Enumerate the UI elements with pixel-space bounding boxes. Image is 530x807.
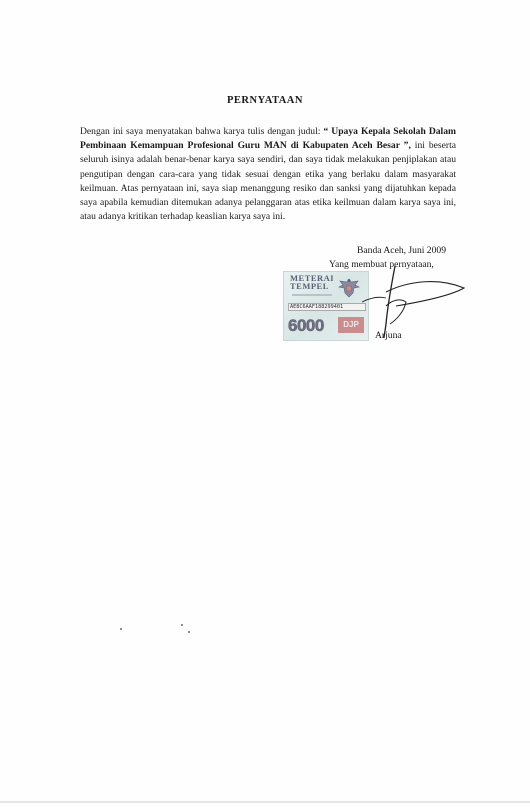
scan-speck: [188, 631, 190, 633]
statement-body: ini beserta seluruh isinya adalah benar-benar karya saya sendiri, dan saya tidak melakukan penjiplakan atau pengutipan dengan cara-cara yang tidak sesuai dengan etika yang berlaku dalam masyarakat keilmuan. Atas pernyataan ini, saya siap menanggung resiko dan sanksi yang dijatuhkan kepada saya apabila kemudian ditemukan adanya pelanggaran atas etika keilmuan dalam karya saya ini, atau adanya kritikan terhadap keaslian karya saya ini.: [80, 140, 456, 223]
statement-paragraph: [80, 125, 456, 224]
document-title: PERNYATAAN: [227, 95, 303, 106]
stamp-title-line2: TEMPEL: [290, 281, 329, 291]
scan-speck: [181, 624, 183, 626]
stamp-logo: DJP: [338, 317, 364, 333]
scan-edge: [0, 801, 530, 803]
scan-speck: [120, 628, 122, 630]
statement-intro: Dengan ini saya menyatakan bahwa karya tulis dengan judul:: [80, 126, 324, 137]
stamp-title-line1: METERAI: [290, 273, 335, 283]
place-date: Banda Aceh, Juni 2009: [357, 245, 446, 256]
statement-maker-label: Yang membuat pernyataan,: [329, 259, 434, 270]
signer-name: Arjuna: [375, 330, 402, 341]
stamp-serial: AE8C6AAF188299401: [288, 303, 366, 311]
work-title: “ Upaya Kepala Sekolah Dalam Pembinaan Kemampuan Profesional Guru MAN di Kabupaten Aceh Besar ”,: [80, 126, 456, 152]
stamp-value: 6000: [288, 316, 324, 335]
